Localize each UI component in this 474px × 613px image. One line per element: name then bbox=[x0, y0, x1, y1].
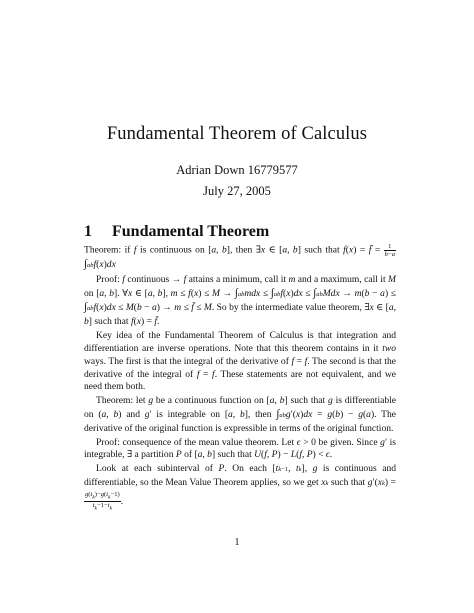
body-text bbox=[84, 243, 396, 512]
author-line: Adrian Down 16779577 bbox=[176, 163, 298, 177]
paper-title: Fundamental Theorem of Calculus bbox=[106, 124, 368, 144]
section-title: Fundamental Theorem bbox=[112, 223, 270, 240]
section-number: 1 bbox=[84, 223, 92, 240]
paragraph-key-idea: Key idea of the Fundamental Theorem of Calculus is that integration and differentiation are inverse operations. Note that this theorem contains in it two ways. The first is that the integral of the derivative of f = f. The second is that the derivative of the integral of f = f. These statements are not equivalent, and we need them both. bbox=[84, 330, 396, 393]
page-number: 1 bbox=[234, 537, 240, 548]
paragraph-proof-2: Proof: consequence of the mean value theorem. Let ϵ > 0 be given. Since g′ is integrable, ∃ a partition P of [a, b] such that U(f, P) − L(f, P) < ϵ. bbox=[84, 436, 396, 461]
paragraph-theorem: Theorem: if f is continuous on [a, b], then ∃x ∈ [a, b] such that f(x) = f̄ = $\frac{1}{b-a}$ ∫abf(x)dx bbox=[84, 243, 395, 270]
paragraph-proof: Proof: f continuous → f attains a minimum, call it m and a maximum, call it M on [a, b]. ∀x ∈ [a, b], m ≤ f(x) ≤ M → ∫abmdx ≤ ∫abf(x)dx ≤ ∫abMdx → m(b − a) ≤ ∫abf(x)dx ≤ M(b − a) → m ≤ f̄ ≤ M. So by the intermediate value theorem, ∃x ∈ [a, b] such that f(x) = f̄. bbox=[84, 273, 397, 328]
paragraph-theorem-2: Theorem: let g be a continuous function on [a, b] such that g is differentiable on (a, b) and g′ is integrable on [a, b], then ∫abg′(x)dx = g(b) − g(a). The derivative of the original function is expressible in terms of the original function. bbox=[84, 395, 397, 434]
section-heading bbox=[84, 223, 269, 241]
date-line: July 27, 2005 bbox=[203, 184, 271, 198]
paragraph-subinterval: Look at each subinterval of P. On each [tk−1, tk], g is continuous and differentiable, so the Mean Value Theorem applies, so we get xk such that g′(xk) = $\frac{g(t_k)-g(t_k-1)}{t_k-1-t_k}$ . bbox=[84, 463, 396, 512]
